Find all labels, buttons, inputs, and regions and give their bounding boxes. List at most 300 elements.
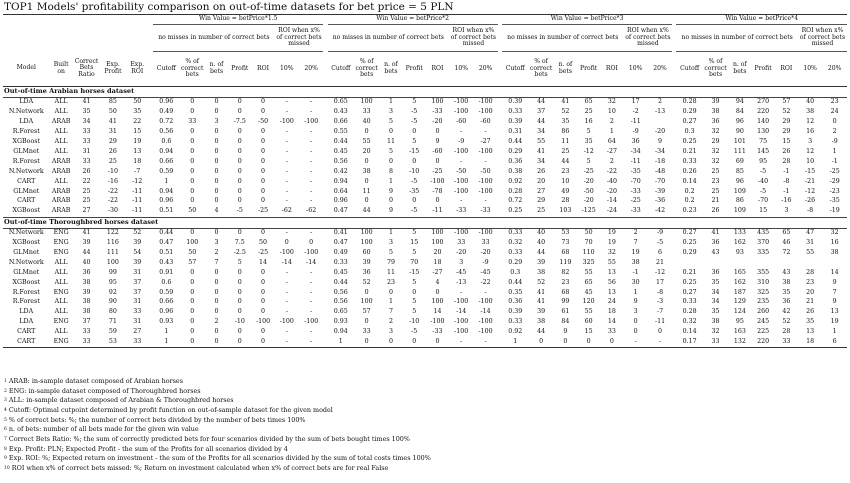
table-cell: 23 (561, 278, 570, 286)
table-cell: 40 (537, 229, 546, 237)
table-cell: -100 (430, 177, 445, 185)
table-cell: 0 (214, 308, 219, 316)
table-cell: 19 (607, 239, 616, 247)
table-cell: -100 (304, 318, 319, 326)
table-cell: ARAB (51, 207, 71, 215)
model-cell: XGBoost (12, 239, 40, 247)
table-cell: 39 (711, 98, 720, 106)
table-cell: -9 (632, 128, 639, 136)
table-cell: 0.92 (508, 177, 523, 185)
table-cell: - (460, 288, 463, 296)
table-cell: 3 (784, 207, 789, 215)
table-cell: ALL (54, 308, 68, 316)
footnote-number: 3 (4, 398, 7, 404)
table-cell: 94 (735, 98, 744, 106)
table-cell: 0 (237, 167, 242, 175)
table-cell: - (310, 229, 313, 237)
table-cell: 0 (658, 328, 663, 336)
table-cell: 0 (190, 167, 195, 175)
table-cell: 21 (711, 197, 720, 205)
table-cell: 70 (584, 239, 593, 247)
footnote-number: 1 (4, 379, 7, 384)
table-cell: 35 (133, 108, 142, 116)
footnote-text: n. of bets: number of all bets made for the given win value (8, 425, 199, 434)
table-cell: -27 (480, 138, 491, 146)
table-cell: 75 (759, 138, 768, 146)
table-cell: 26 (711, 207, 720, 215)
table-cell: -100 (478, 147, 493, 155)
table-cell: -25 (630, 197, 641, 205)
table-cell: 335 (757, 248, 770, 256)
table-cell: 0 (214, 147, 219, 155)
table-cell: 35 (711, 308, 720, 316)
table-cell: -12 (583, 147, 594, 155)
table-cell: 38 (631, 258, 640, 266)
table-cell: 41 (82, 98, 91, 106)
table-cell: 22 (133, 118, 142, 126)
table-cell: 16 (584, 118, 593, 126)
table-cell: 0 (237, 308, 242, 316)
table-cell: -13 (654, 108, 666, 116)
table-cell: 0 (190, 138, 195, 146)
pct-correct-header: % of correct bets (529, 57, 553, 79)
table-cell: 9 (633, 298, 638, 306)
table-cell: -11 (432, 207, 443, 215)
table-cell: -3 (656, 298, 664, 306)
table-cell: -45 (480, 268, 491, 276)
table-cell: 0.35 (508, 288, 523, 296)
model-header: Model (16, 64, 36, 72)
table-cell: 235 (757, 298, 770, 306)
table-cell: 53 (108, 337, 117, 345)
table-cell: -8 (807, 207, 814, 215)
table-cell: - (310, 138, 313, 146)
table-cell: 32 (711, 328, 720, 336)
table-cell: 0 (237, 328, 242, 336)
table-cell: -12 (805, 187, 816, 195)
table-cell: 7.5 (234, 239, 245, 247)
table-cell: 0 (214, 278, 219, 286)
table-cell: 0 (364, 177, 369, 185)
model-cell: GLMnet (13, 187, 40, 195)
table-cell: 41 (537, 147, 546, 155)
table-cell: 95 (759, 157, 768, 165)
table-cell: 8 (388, 167, 393, 175)
table-cell: 1 (164, 328, 169, 336)
model-cell: GLMnet (13, 147, 40, 155)
table-cell: 96 (735, 118, 744, 126)
table-cell: 50 (259, 239, 268, 247)
table-cell: 32 (711, 157, 720, 165)
table-cell: 0.26 (682, 167, 697, 175)
table-cell: -15 (409, 147, 420, 155)
table-cell: -100 (454, 177, 469, 185)
table-cell: 33 (362, 108, 371, 116)
no-misses-header: no misses in number of correct bets (502, 25, 624, 52)
table-cell: 0.65 (333, 308, 348, 316)
table-cell: - (310, 147, 313, 155)
exp-roi-header: Exp. ROI (130, 61, 145, 75)
table-cell: - (658, 337, 662, 345)
table-cell: 1 (388, 98, 393, 106)
table-cell: 0.49 (159, 108, 174, 116)
table-cell: 72 (782, 248, 791, 256)
table-cell: 0 (388, 288, 393, 296)
table-cell: -1 (783, 167, 790, 175)
table-row (3, 128, 847, 138)
table-cell: 0 (214, 268, 219, 276)
table-cell: 0 (190, 187, 195, 195)
table-row (3, 197, 847, 207)
table-cell: 90 (735, 128, 744, 136)
table-cell: 3 (633, 308, 638, 316)
table-cell: 17 (631, 98, 640, 106)
table-cell: 25 (82, 187, 91, 195)
roi-20-header: 20% (478, 64, 493, 72)
table-cell: 0 (190, 328, 195, 336)
table-cell: 0 (435, 157, 440, 165)
table-cell: 0 (214, 197, 219, 205)
table-cell: ARAB (51, 187, 71, 195)
table-cell: 0.17 (682, 337, 697, 345)
table-cell: 31 (133, 298, 142, 306)
table-cell: -100 (478, 328, 493, 336)
no-misses-header: no misses in number of correct bets (153, 25, 275, 52)
table-cell: 11 (386, 138, 395, 146)
pct-correct-header: % of correct bets (704, 57, 727, 79)
table-cell: 68 (561, 248, 570, 256)
table-cell: 0 (388, 197, 393, 205)
table-cell: -35 (829, 197, 840, 205)
table-cell: 0.66 (159, 157, 174, 165)
table-cell: 61 (561, 308, 570, 316)
table-cell: 0.29 (508, 258, 523, 266)
table-cell: 0 (261, 298, 266, 306)
table-cell: 39 (537, 258, 546, 266)
table-cell: -40 (606, 177, 617, 185)
table-cell: 33 (133, 337, 142, 345)
table-cell: 70 (410, 258, 419, 266)
table-cell: 40 (82, 258, 91, 266)
table-cell: 0.29 (508, 147, 523, 155)
table-cell: 52 (782, 108, 791, 116)
table-cell: ENG (53, 239, 69, 247)
table-cell: 1 (633, 288, 638, 296)
table-cell: 38 (782, 278, 791, 286)
table-cell: 49 (561, 187, 570, 195)
table-cell: - (460, 197, 463, 205)
table-cell: - (310, 197, 313, 205)
table-cell: 0.51 (159, 207, 174, 215)
cutoff-header: Cutoff (156, 64, 176, 72)
footnote (4, 377, 844, 387)
footnote (4, 454, 844, 464)
table-cell: -33 (630, 207, 641, 215)
table-cell: ARAB (51, 167, 71, 175)
table-cell: 0 (412, 157, 417, 165)
table-cell: 0 (633, 328, 638, 336)
table-cell: 0.3 (684, 128, 695, 136)
table-cell: 40 (362, 118, 371, 126)
table-cell: 12 (806, 118, 815, 126)
model-cell: R.Forest (12, 288, 40, 296)
table-cell: 38 (82, 308, 91, 316)
table-cell: 162 (733, 278, 746, 286)
table-cell: 140 (757, 118, 770, 126)
table-cell: 0.2 (684, 197, 695, 205)
table-cell: 41 (108, 118, 117, 126)
table-cell: 0.44 (333, 138, 348, 146)
table-cell: 0.91 (159, 268, 174, 276)
table-cell: 9 (435, 138, 440, 146)
table-cell: 10 (561, 177, 570, 185)
table-cell: 9 (658, 138, 663, 146)
table-row (3, 98, 847, 108)
table-cell: 0.72 (508, 197, 523, 205)
table-cell: 33 (133, 308, 142, 316)
table-cell: -11 (630, 118, 641, 126)
table-cell: 50 (188, 248, 197, 256)
roi-20-header: 20% (304, 64, 318, 72)
table-cell: -14 (306, 258, 317, 266)
table-cell: 0 (261, 98, 266, 106)
table-title: TOP1 Models' profitability comparison on out-of-time datasets for bet price = 5 PLN (4, 1, 454, 13)
table-cell: 0.72 (159, 118, 174, 126)
table-cell: 35 (782, 288, 791, 296)
model-cell: N.Network (8, 258, 44, 266)
footnote (4, 416, 844, 426)
table-cell: - (310, 298, 313, 306)
table-cell: 0.96 (159, 98, 174, 106)
table-cell: -8 (783, 177, 790, 185)
table-row (3, 157, 847, 167)
table-cell: 41 (711, 229, 720, 237)
table-cell: 41 (537, 288, 546, 296)
table-cell: ARAB (51, 118, 71, 126)
table-cell: 0.14 (682, 328, 697, 336)
table-cell: -13 (456, 278, 467, 286)
table-cell: -42 (654, 207, 666, 215)
table-cell: -20 (583, 197, 594, 205)
table-cell: 0 (237, 128, 242, 136)
table-cell: 16 (830, 239, 839, 247)
table-cell: 16 (806, 128, 815, 136)
table-cell: 0 (237, 177, 242, 185)
model-cell: LDA (19, 98, 34, 106)
table-cell: 35 (711, 278, 720, 286)
table-cell: 3 (388, 328, 393, 336)
table-cell: ENG (53, 229, 69, 237)
table-cell: ARAB (51, 157, 71, 165)
table-cell: 50 (188, 207, 197, 215)
table-cell: - (310, 278, 313, 286)
table-cell: 3 (459, 258, 464, 266)
table-cell: 0 (261, 268, 266, 276)
table-cell: 0.39 (508, 308, 523, 316)
table-cell: 370 (757, 239, 770, 247)
table-cell: 0.27 (682, 118, 697, 126)
table-cell: 7 (633, 239, 638, 247)
table-cell: -2.5 (233, 248, 246, 256)
table-cell: 5 (412, 229, 417, 237)
table-cell: 0 (563, 337, 568, 345)
table-cell: ALL (54, 298, 68, 306)
table-cell: - (310, 337, 313, 345)
table-cell: 5 (412, 98, 417, 106)
table-cell: -125 (581, 207, 596, 215)
table-cell: -45 (456, 268, 467, 276)
table-row (3, 288, 847, 298)
table-cell: 5 (388, 118, 393, 126)
table-cell: 0 (190, 288, 195, 296)
table-cell: 56 (607, 278, 616, 286)
table-cell: 0 (190, 157, 195, 165)
table-cell: -100 (454, 98, 469, 106)
table-cell: 33 (481, 239, 490, 247)
table-cell: 0 (214, 128, 219, 136)
table-cell: 19 (133, 138, 142, 146)
table-cell: 11 (362, 187, 371, 195)
table-cell: 12 (806, 147, 815, 155)
roi-header: ROI (431, 64, 444, 72)
table-cell: 0 (261, 288, 266, 296)
table-cell: 0 (237, 138, 242, 146)
model-cell: LDA (19, 318, 34, 326)
table-cell: 99 (108, 268, 117, 276)
table-cell: 0.47 (333, 207, 348, 215)
table-cell: 0 (586, 337, 591, 345)
table-cell: 0.59 (159, 167, 174, 175)
table-cell: 52 (537, 278, 546, 286)
table-cell: 0.43 (159, 258, 174, 266)
table-cell: 2 (633, 229, 638, 237)
table-cell: -5 (656, 239, 664, 247)
table-cell: 0 (190, 147, 195, 155)
table-cell: -100 (478, 177, 493, 185)
table-cell: 39 (82, 288, 91, 296)
group-header-2: Win Value = betPrice*2 (328, 15, 498, 25)
table-cell: - (285, 229, 288, 237)
table-cell: 99 (561, 298, 570, 306)
table-row (3, 248, 847, 258)
table-cell: 100 (360, 98, 373, 106)
table-cell: 435 (757, 229, 770, 237)
table-cell: 100 (360, 298, 373, 306)
table-cell: 0.38 (508, 167, 523, 175)
table-cell: -27 (606, 147, 617, 155)
table-cell: 10 (806, 157, 815, 165)
table-cell: 0 (214, 229, 219, 237)
table-cell: 100 (360, 229, 373, 237)
table-cell: -20 (654, 128, 666, 136)
table-cell: 0 (261, 278, 266, 286)
table-cell: 44 (537, 118, 546, 126)
cutoff-header: Cutoff (505, 64, 525, 72)
model-cell: N.Network (8, 108, 44, 116)
table-cell: 0.28 (682, 98, 697, 106)
table-cell: - (285, 268, 288, 276)
table-cell: -78 (432, 187, 443, 195)
table-cell: 0.56 (333, 298, 348, 306)
table-cell: -1 (632, 268, 639, 276)
table-cell: 69 (735, 157, 744, 165)
table-cell: -33 (432, 108, 443, 116)
table-cell: 0.94 (159, 147, 174, 155)
table-cell: 9 (832, 278, 837, 286)
table-cell: 0 (190, 337, 195, 345)
table-cell: 1 (388, 177, 393, 185)
table-cell: -14 (456, 308, 467, 316)
table-cell: -100 (279, 248, 294, 256)
footnote-number: 7 (4, 436, 7, 442)
table-cell: 0.29 (682, 248, 697, 256)
table-cell: -39 (654, 187, 666, 195)
table-cell: 13 (830, 308, 839, 316)
table-cell: -20 (456, 248, 467, 256)
table-cell: 0 (237, 288, 242, 296)
table-cell: 28 (806, 268, 815, 276)
table-cell: 96 (735, 177, 744, 185)
table-cell: 0 (237, 147, 242, 155)
table-cell: 1 (388, 298, 393, 306)
table-cell: 19 (830, 318, 839, 326)
table-cell: - (484, 288, 487, 296)
table-cell: 18 (806, 337, 815, 345)
table-cell: - (310, 288, 313, 296)
table-cell: 19 (607, 229, 616, 237)
table-row (3, 308, 847, 318)
built-on-header: Built on (53, 61, 69, 75)
table-cell: 2 (832, 128, 837, 136)
table-cell: 64 (607, 138, 616, 146)
table-cell: 23 (806, 278, 815, 286)
table-cell: 25 (711, 187, 720, 195)
table-cell: 270 (757, 98, 770, 106)
group-header-4: Win Value = betPrice*4 (676, 15, 847, 25)
table-cell: 5 (388, 248, 393, 256)
table-cell: - (310, 177, 313, 185)
table-cell: 0.25 (682, 239, 697, 247)
pct-correct-header: % of correct bets (355, 57, 378, 79)
table-cell: 11 (386, 268, 395, 276)
table-cell: -100 (255, 318, 271, 326)
table-cell: - (285, 167, 288, 175)
table-cell: 95 (108, 278, 117, 286)
table-cell: 55 (806, 248, 815, 256)
table-cell: 80 (108, 308, 117, 316)
table-cell: - (285, 278, 288, 286)
table-cell: - (310, 167, 313, 175)
table-cell: 32 (830, 229, 839, 237)
table-cell: 33 (362, 328, 371, 336)
table-cell: 35 (806, 318, 815, 326)
table-cell: 25 (537, 207, 546, 215)
table-cell: 15 (584, 328, 593, 336)
table-cell: 2 (658, 98, 663, 106)
table-cell: 32 (711, 128, 720, 136)
table-cell: 85 (108, 98, 117, 106)
table-cell: 0 (214, 157, 219, 165)
table-cell: 0.56 (159, 128, 174, 136)
table-cell: -33 (432, 328, 443, 336)
table-cell: 2 (609, 157, 614, 165)
table-cell: -50 (583, 187, 594, 195)
table-cell: 85 (735, 167, 744, 175)
table-cell: 0.47 (333, 239, 348, 247)
table-row (3, 268, 847, 278)
table-cell: 0 (190, 308, 195, 316)
table-cell: - (285, 308, 288, 316)
